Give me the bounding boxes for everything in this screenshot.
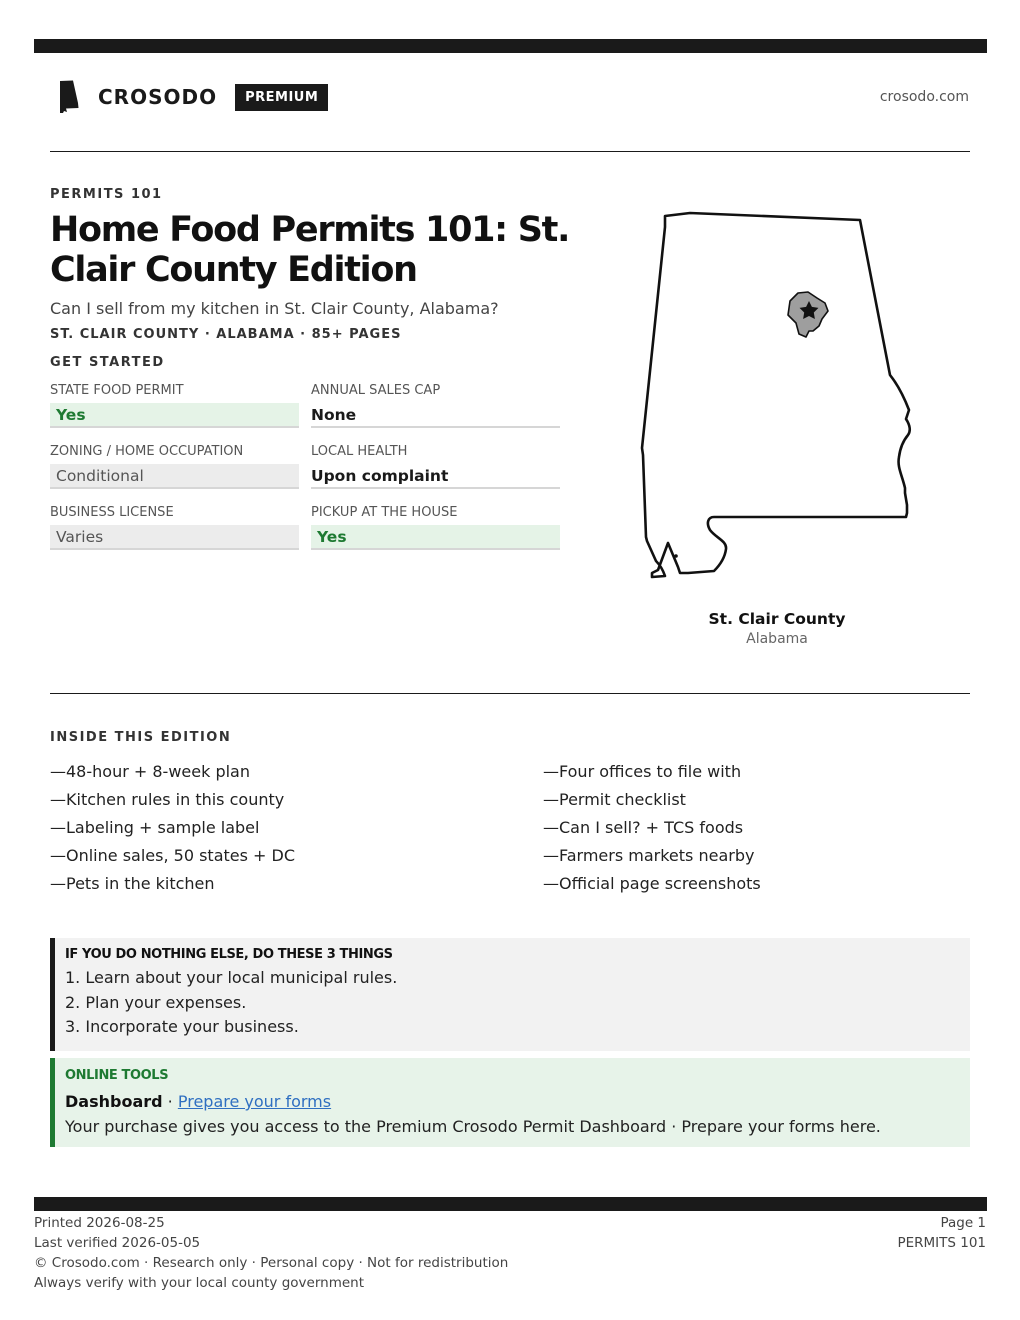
online-tools-callout (50, 1058, 970, 1147)
toc-item: —Online sales, 50 states + DC (50, 846, 296, 865)
printed-date: Printed 2026-08-25 (34, 1215, 165, 1231)
three-things-list (65, 966, 970, 1040)
verified-date: Last verified 2026-05-05 (34, 1235, 201, 1251)
online-tools-link-line (65, 1089, 970, 1114)
prepare-forms-link[interactable]: Prepare your forms (177, 1092, 332, 1111)
fact-label: BUSINESS LICENSE (50, 505, 174, 520)
top-bar (34, 39, 987, 53)
fact-annual-sales-cap (311, 382, 560, 443)
fact-state-food-permit (50, 382, 299, 443)
toc-item: —Four offices to file with (543, 762, 742, 781)
page-number: Page 1 (940, 1215, 986, 1231)
toc-item: —Permit checklist (543, 790, 686, 809)
footer-section: PERMITS 101 (897, 1235, 986, 1251)
toc-item: —Official page screenshots (543, 874, 761, 893)
section-divider (50, 693, 970, 694)
fact-label: ZONING / HOME OCCUPATION (50, 444, 244, 459)
inside-edition-heading: INSIDE THIS EDITION (50, 730, 232, 745)
three-things-callout (50, 938, 970, 1051)
toc-item: —48-hour + 8-week plan (50, 762, 250, 781)
fact-business-license (50, 504, 299, 565)
alabama-county-map (632, 205, 922, 590)
brand-name: CROSODO (98, 85, 218, 109)
fact-label: ANNUAL SALES CAP (311, 383, 441, 398)
page-title: Home Food Permits 101: St. Clair County Edition (50, 210, 570, 290)
three-things-item: 1. Learn about your local municipal rules. (65, 968, 398, 987)
fact-value: Conditional (50, 464, 299, 489)
map-caption-county: St. Clair County (708, 610, 846, 628)
fact-zoning-home-occupation (50, 443, 299, 504)
fact-label: LOCAL HEALTH (311, 444, 408, 459)
toc-item: —Pets in the kitchen (50, 874, 215, 893)
site-url[interactable]: crosodo.com (879, 89, 969, 105)
toc-item: —Can I sell? + TCS foods (543, 818, 744, 837)
section-eyebrow: PERMITS 101 (50, 187, 163, 202)
toc-item: —Farmers markets nearby (543, 846, 755, 865)
footer-right (897, 1213, 986, 1253)
toc-item: —Kitchen rules in this county (50, 790, 285, 809)
fact-label: PICKUP AT THE HOUSE (311, 505, 458, 520)
get-started-heading: GET STARTED (50, 355, 165, 370)
online-tools-heading: ONLINE TOOLS (65, 1068, 169, 1083)
dashboard-label: Dashboard (65, 1092, 163, 1111)
fact-value: Yes (311, 525, 560, 550)
footer-left (34, 1213, 508, 1293)
mobile-marker-icon (674, 554, 678, 558)
fact-value: None (311, 403, 560, 428)
map-caption-state: Alabama (746, 631, 808, 647)
three-things-item: 2. Plan your expenses. (65, 992, 247, 1012)
brand[interactable] (58, 80, 328, 114)
verify-advice: Always verify with your local county government (34, 1275, 364, 1291)
fact-value: Yes (50, 403, 299, 428)
link-separator: · (162, 1092, 178, 1111)
toc-right-column (543, 758, 761, 898)
header-divider (50, 151, 970, 152)
three-things-item: 3. Incorporate your business. (65, 1017, 299, 1036)
edition-meta: ST. CLAIR COUNTY · ALABAMA · 85+ PAGES (50, 327, 402, 342)
fact-value: Upon complaint (311, 464, 560, 489)
fact-local-health (311, 443, 560, 504)
fact-value: Varies (50, 525, 299, 550)
alabama-state-outline (642, 213, 910, 577)
three-things-heading: IF YOU DO NOTHING ELSE, DO THESE 3 THINGS (65, 947, 393, 962)
toc-left-column (50, 758, 295, 898)
online-tools-description: Your purchase gives you access to the Premium Crosodo Permit Dashboard · Prepare your forms here. (65, 1117, 881, 1136)
alabama-state-icon (58, 80, 80, 114)
copyright-notice: © Crosodo.com · Research only · Personal copy · Not for redistribution (34, 1255, 509, 1271)
fact-pickup-at-house (311, 504, 560, 565)
premium-badge: PREMIUM (235, 84, 328, 111)
toc-item: —Labeling + sample label (50, 818, 260, 837)
page-subtitle: Can I sell from my kitchen in St. Clair County, Alabama? (50, 299, 499, 318)
permit-facts-grid (50, 382, 560, 565)
fact-label: STATE FOOD PERMIT (50, 383, 184, 398)
bottom-bar (34, 1197, 987, 1211)
